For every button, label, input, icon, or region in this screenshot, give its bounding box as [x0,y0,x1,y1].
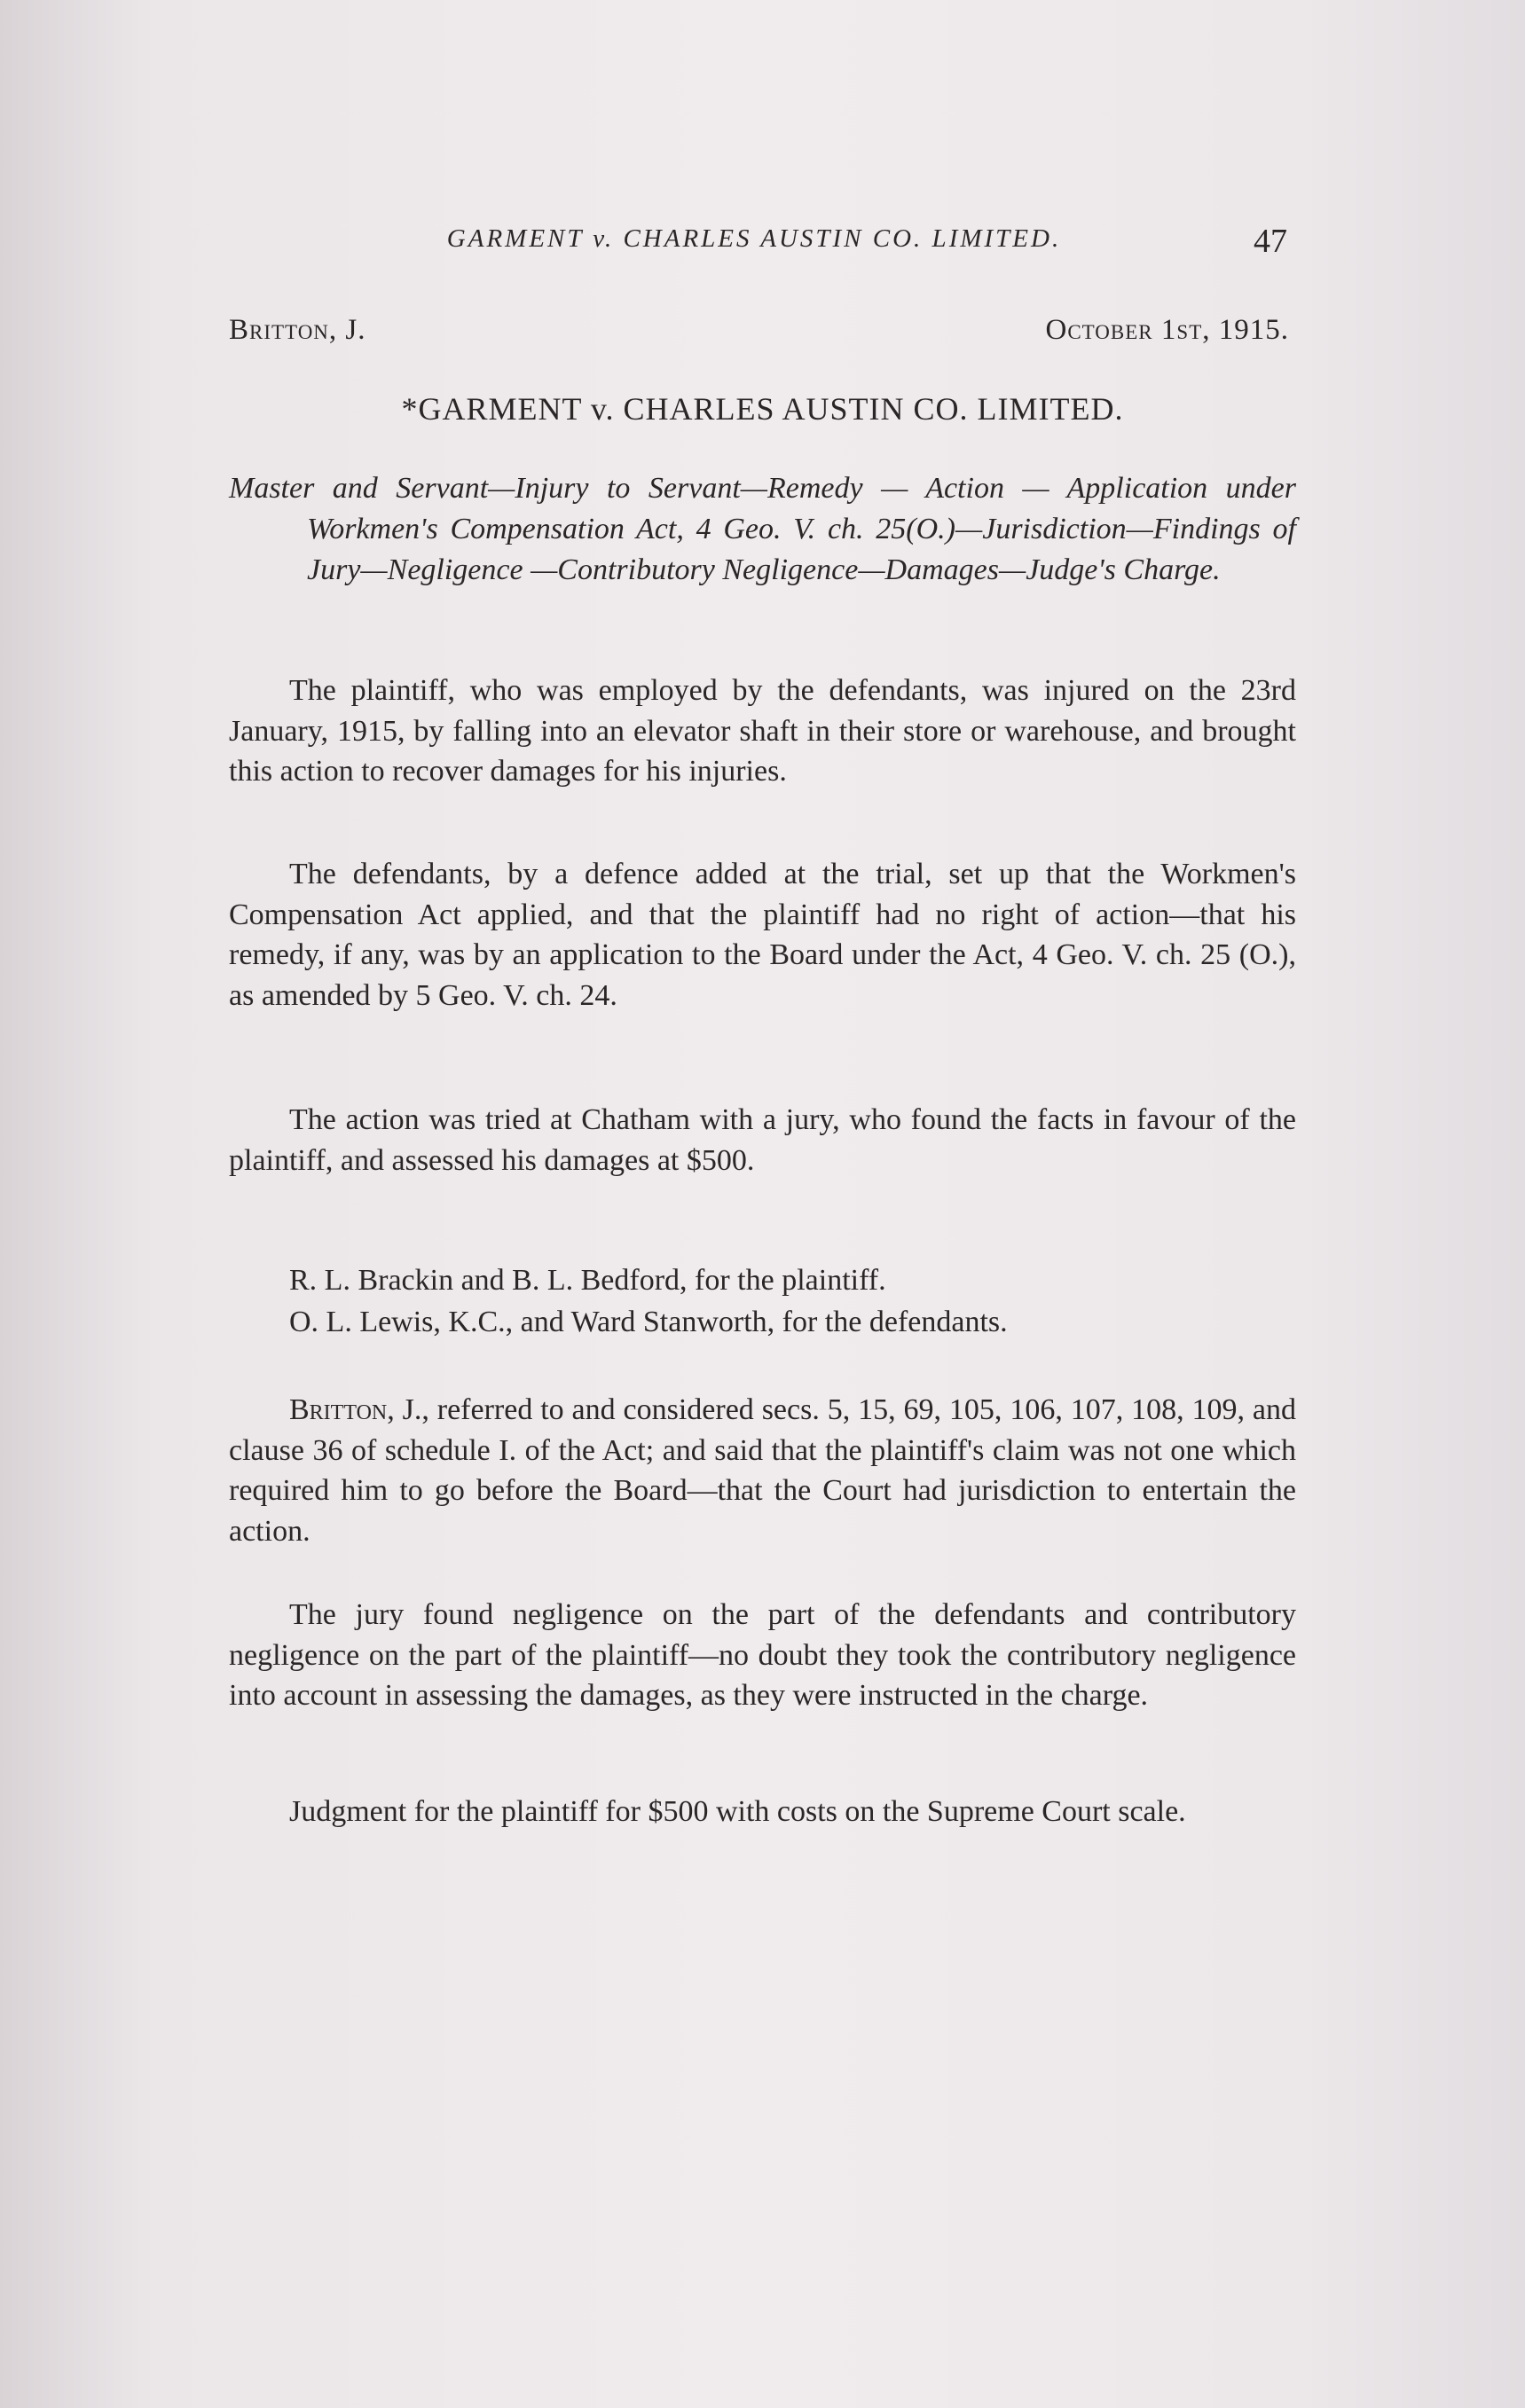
headnote: Master and Servant—Injury to Servant—Remedy — Action — Application under Workmen's Compensation Act, 4 Geo. V. ch. 25(O.)—Jurisdiction—Findings of Jury—Negligence —Contributory Negligence—Damages—Judge's Charge. [229,472,1296,586]
judgment-opening: , referred to and considered secs. 5, 15, 69, 105, 106, 107, 108, 109, and clause 36 of schedule I. of the Act; and said that the plaintiff's claim was not one which required him to go before the Board—that the Court had jurisdiction to entertain the action. [229,1393,1296,1548]
judge-name: Britton, J. [229,314,366,346]
running-head: GARMENT v. CHARLES AUSTIN CO. LIMITED. [446,224,1062,253]
case-title: *GARMENT v. CHARLES AUSTIN CO. LIMITED. [401,391,1124,427]
judgment-paragraph-3: Judgment for the plaintiff for $500 with costs on the Supreme Court scale. [289,1795,1186,1828]
facts-paragraph-1: The plaintiff, who was employed by the defendants, was injured on the 23rd January, 1915, by falling into an elevator shaft in their store or warehouse, and brought this action to recover damages for his injuries. [229,674,1296,788]
facts-paragraph-2: The defendants, by a defence added at the trial, set up that the Workmen's Compensation Act applied, and that the plaintiff had no right of action—that his remedy, if any, was by an application to the Board under the Act, 4 Geo. V. ch. 25 (O.), as amended by 5 Geo. V. ch. 24. [229,858,1296,1012]
judgment-judge-name: Britton, J. [289,1393,422,1426]
counsel-defendants: O. L. Lewis, K.C., and Ward Stanworth, for the defendants. [289,1306,1008,1338]
facts-paragraph-3: The action was tried at Chatham with a jury, who found the facts in favour of the plaintiff, and assessed his damages at $500. [229,1103,1296,1177]
decision-date: October 1st, 1915. [1045,314,1289,346]
page-number: 47 [1254,223,1287,260]
counsel-plaintiff: R. L. Brackin and B. L. Bedford, for the plaintiff. [289,1264,886,1297]
judgment-paragraph-2: The jury found negligence on the part of the defendants and contributory negligence on the part of the plaintiff—no doubt they took the contributory negligence into account in assessing the damages, as they were instructed in the charge. [229,1598,1296,1712]
judgment-paragraph-1 [229,1390,1296,1551]
